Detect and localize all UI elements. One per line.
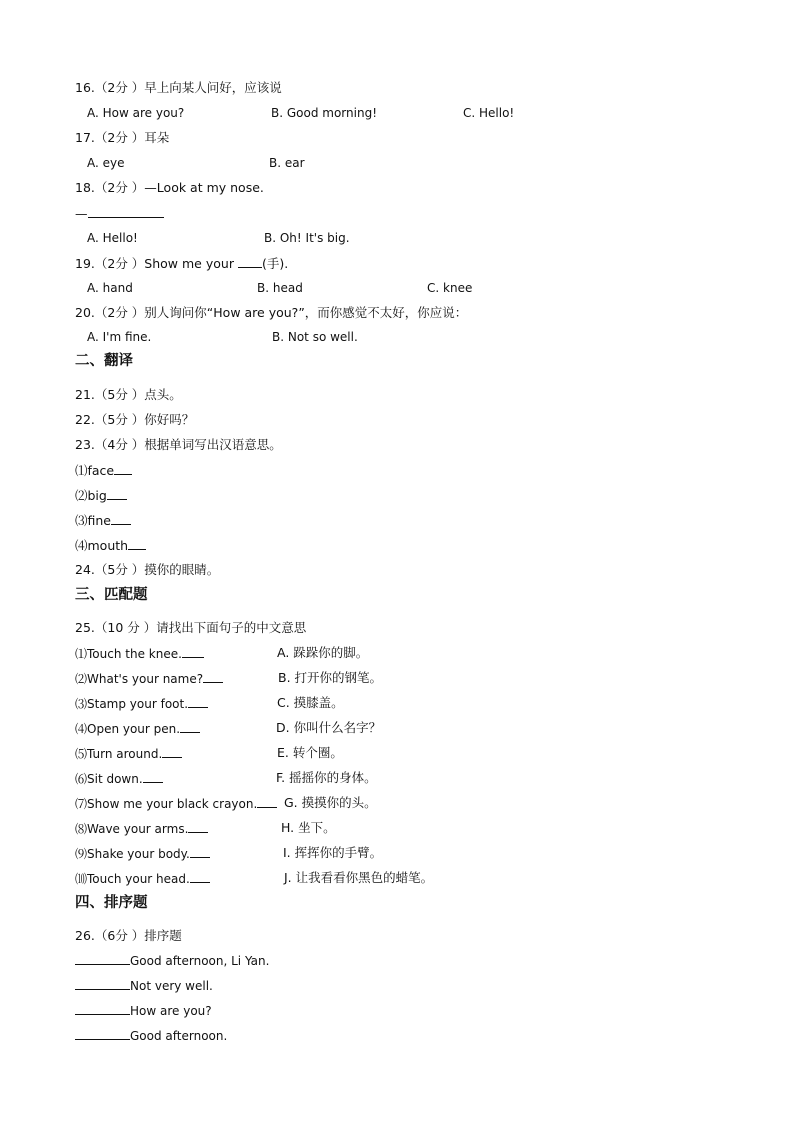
question-16: 16.（2分 ）早上向某人问好，应该说 <box>75 80 282 95</box>
q23-item-4: ⑷mouth <box>75 537 146 554</box>
q16-option-b: B. Good morning! <box>271 106 378 120</box>
q25-right-item: G. 摸摸你的头。 <box>284 795 377 810</box>
q19-stem-post: (手). <box>261 256 289 271</box>
answer-blank[interactable] <box>238 255 262 268</box>
q18-answer-line <box>75 205 164 222</box>
answer-blank[interactable] <box>188 820 208 833</box>
section-heading-ordering: 四、排序题 <box>75 895 148 911</box>
q25-right-item: E. 转个圈。 <box>277 745 343 760</box>
q17-option-a: A. eye <box>87 156 125 170</box>
question-23: 23.（4分 ）根据单词写出汉语意思。 <box>75 437 282 452</box>
q25-right-item: F. 摇摇你的身体。 <box>276 770 377 785</box>
question-21: 21.（5分 ）点头。 <box>75 387 182 402</box>
answer-blank[interactable] <box>75 1027 130 1040</box>
q16-option-c: C. Hello! <box>463 106 515 120</box>
q26-item: Good afternoon. <box>75 1027 227 1044</box>
q19-option-a: A. hand <box>87 281 133 295</box>
answer-blank[interactable] <box>162 745 182 758</box>
answer-blank[interactable] <box>182 645 204 658</box>
answer-blank[interactable] <box>188 695 208 708</box>
answer-blank[interactable] <box>75 952 130 965</box>
question-26: 26.（6分 ）排序题 <box>75 928 182 943</box>
q25-right-item: A. 跺跺你的脚。 <box>277 645 369 660</box>
q25-right-item: I. 挥挥你的手臂。 <box>283 845 383 860</box>
answer-blank[interactable] <box>107 487 127 500</box>
q20-option-a: A. I'm fine. <box>87 330 152 344</box>
q19-option-c: C. knee <box>427 281 473 295</box>
q26-item: How are you? <box>75 1002 212 1019</box>
q25-left-item: ⑹Sit down. <box>75 770 163 787</box>
question-18: 18.（2分 ）—Look at my nose. <box>75 180 264 195</box>
question-19 <box>75 255 288 272</box>
answer-blank[interactable] <box>75 1002 130 1015</box>
q18-dash: — <box>75 206 88 221</box>
answer-blank[interactable] <box>111 512 131 525</box>
q25-left-item: ⑵What's your name? <box>75 670 223 687</box>
q18-option-a: A. Hello! <box>87 231 138 245</box>
q16-option-a: A. How are you? <box>87 106 185 120</box>
q23-item-1: ⑴face <box>75 462 132 479</box>
question-25: 25.（10 分 ）请找出下面句子的中文意思 <box>75 620 307 635</box>
q25-left-item: ⑽Touch your head. <box>75 870 210 887</box>
answer-blank[interactable] <box>143 770 163 783</box>
question-20: 20.（2分 ）别人询问你“How are you?”，而你感觉不太好，你应说： <box>75 305 468 320</box>
q25-right-item: J. 让我看看你黑色的蜡笔。 <box>284 870 434 885</box>
question-24: 24.（5分 ）摸你的眼睛。 <box>75 562 220 577</box>
answer-blank[interactable] <box>114 462 132 475</box>
section-heading-translation: 二、翻译 <box>75 353 133 369</box>
q20-option-b: B. Not so well. <box>272 330 358 344</box>
answer-blank[interactable] <box>257 795 277 808</box>
answer-blank[interactable] <box>180 720 200 733</box>
q18-option-b: B. Oh! It's big. <box>264 231 350 245</box>
answer-blank[interactable] <box>128 537 146 550</box>
q25-left-item: ⑻Wave your arms. <box>75 820 208 837</box>
answer-blank[interactable] <box>190 870 210 883</box>
q25-right-item: C. 摸膝盖。 <box>277 695 344 710</box>
question-22: 22.（5分 ）你好吗？ <box>75 412 195 427</box>
q25-left-item: ⑼Shake your body. <box>75 845 210 862</box>
q25-left-item: ⑺Show me your black crayon. <box>75 795 277 812</box>
q26-item: Not very well. <box>75 977 213 994</box>
q25-left-item: ⑶Stamp your foot. <box>75 695 208 712</box>
q23-item-2: ⑵big <box>75 487 127 504</box>
q17-option-b: B. ear <box>269 156 305 170</box>
answer-blank[interactable] <box>88 205 164 218</box>
q19-option-b: B. head <box>257 281 303 295</box>
question-17: 17.（2分 ）耳朵 <box>75 130 170 145</box>
answer-blank[interactable] <box>75 977 130 990</box>
q23-item-3: ⑶fine <box>75 512 131 529</box>
q19-stem-pre: 19.（2分 ）Show me your <box>75 256 238 271</box>
q25-right-item: H. 坐下。 <box>281 820 336 835</box>
answer-blank[interactable] <box>190 845 210 858</box>
q25-left-item: ⑸Turn around. <box>75 745 182 762</box>
answer-blank[interactable] <box>203 670 223 683</box>
q26-item: Good afternoon, Li Yan. <box>75 952 269 969</box>
q25-left-item: ⑴Touch the knee. <box>75 645 204 662</box>
q25-right-item: B. 打开你的钢笔。 <box>278 670 383 685</box>
q25-right-item: D. 你叫什么名字？ <box>276 720 382 735</box>
section-heading-matching: 三、匹配题 <box>75 587 148 603</box>
q25-left-item: ⑷Open your pen. <box>75 720 200 737</box>
